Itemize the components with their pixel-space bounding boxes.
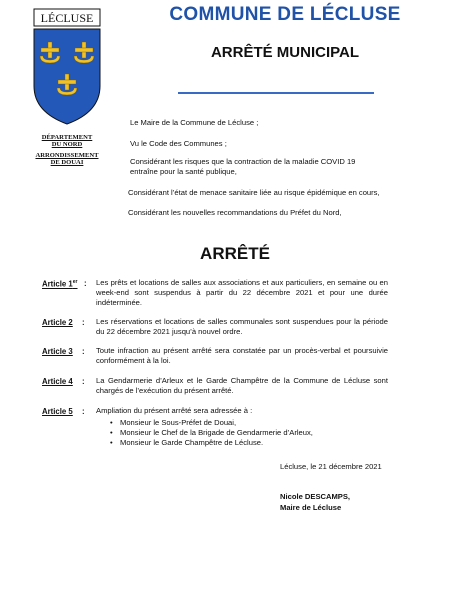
article-5-text: Ampliation du présent arrêté sera adressée à : bbox=[96, 406, 253, 415]
signatory-title: Maire de Lécluse bbox=[280, 503, 342, 512]
consideration-prefet: Considérant les nouvelles recommandations du Préfet du Nord, bbox=[128, 208, 342, 217]
department-name: DU NORD bbox=[51, 141, 83, 149]
recipient-item: • Monsieur le Chef de la Brigade de Gendarmerie d’Arleux, bbox=[120, 428, 313, 438]
coat-of-arms-graphic bbox=[28, 6, 106, 128]
department-block bbox=[22, 134, 112, 167]
article-3-label: Article 3 bbox=[42, 347, 73, 356]
arrondissement-name: DE DOUAI bbox=[50, 159, 84, 167]
crest-label: LÉCLUSE bbox=[40, 11, 94, 25]
article-4-label: Article 4 bbox=[42, 377, 73, 386]
decision-title: ARRÊTÉ bbox=[200, 244, 270, 263]
article-1-label: Article 1er bbox=[42, 279, 78, 289]
recipient-item: • Monsieur le Sous-Préfet de Douai, bbox=[120, 418, 313, 428]
department-line: DÉPARTEMENT bbox=[41, 134, 93, 141]
consideration-menace: Considérant l’état de menace sanitaire liée au risque épidémique en cours, bbox=[128, 188, 380, 197]
article-3-text: Toute infraction au présent arrêté sera constatée par un procès-verbal et poursuivie conformément à la loi. bbox=[96, 346, 388, 365]
recipients-list bbox=[120, 418, 313, 448]
consideration-code: Vu le Code des Communes ; bbox=[130, 139, 227, 148]
document-title: ARRÊTÉ MUNICIPAL bbox=[210, 44, 360, 61]
consideration-maire: Le Maire de la Commune de Lécluse ; bbox=[130, 118, 259, 127]
article-4-text: La Gendarmerie d’Arleux et le Garde Champêtre de la Commune de Lécluse sont chargés de l’exécution du présent arrêté. bbox=[96, 376, 388, 395]
article-1-text: Les prêts et locations de salles aux associations et aux particuliers, en semaine ou en week-end sont suspendus à partir du 22 décembre 2021 et pour une durée indéterminée. bbox=[96, 278, 388, 307]
place-date: Lécluse, le 21 décembre 2021 bbox=[280, 462, 382, 471]
title-divider bbox=[178, 92, 374, 94]
article-2-text: Les réservations et locations de salles communales sont suspendues pour la période du 22 décembre 2021 jusqu’à nouvel ordre. bbox=[96, 317, 388, 336]
article-2-label: Article 2 bbox=[42, 318, 73, 327]
consideration-covid: Considérant les risques que la contraction de la maladie COVID 19 entraîne pour la santé publique, bbox=[130, 157, 356, 176]
coat-of-arms bbox=[28, 6, 106, 128]
commune-title: COMMUNE DE LÉCLUSE bbox=[169, 4, 401, 25]
arrondissement-line: ARRONDISSEMENT bbox=[35, 151, 99, 159]
article-5-label: Article 5 bbox=[42, 407, 73, 416]
recipient-item: • Monsieur le Garde Champêtre de Lécluse. bbox=[120, 438, 313, 448]
signatory-name: Nicole DESCAMPS, bbox=[280, 492, 351, 501]
